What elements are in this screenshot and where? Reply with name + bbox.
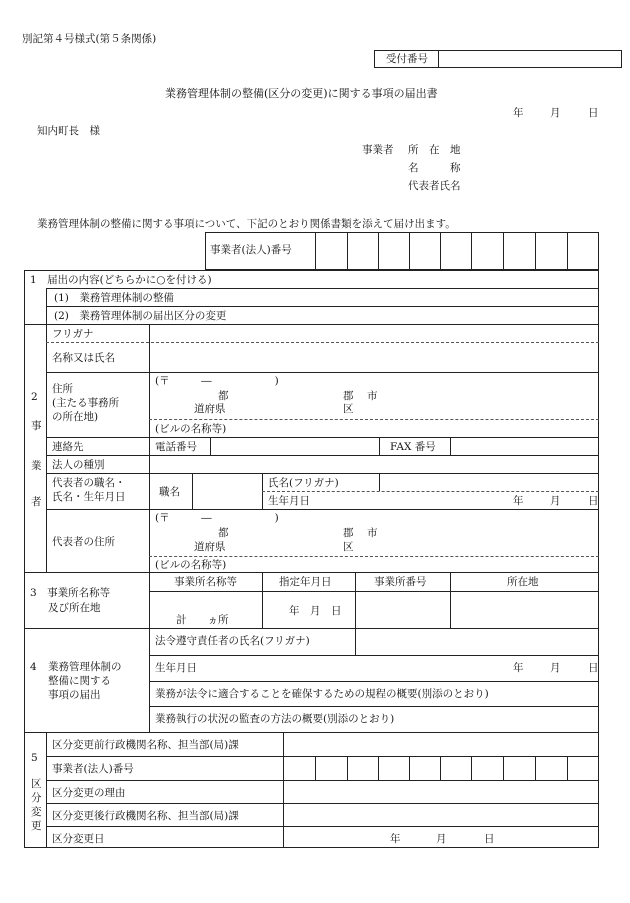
designation-date-header: 指定年月日 [279, 576, 332, 588]
form-number: 別記第４号様式(第５条関係) [22, 33, 157, 45]
compliance-officer-label: 法令遵守責任者の氏名(フリガナ) [155, 635, 310, 647]
address-to: 都 [218, 390, 229, 402]
office-name-header: 事業所名称等 [174, 576, 237, 588]
change-date-year: 年 [390, 833, 401, 845]
section5-number: 5 [31, 752, 38, 764]
intro-text: 業務管理体制の整備に関する事項について、下記のとおり関係書類を添えて届け出ます。 [37, 218, 456, 230]
corp-number-label: 事業者(法人)番号 [210, 244, 292, 256]
office-total: 計 ヵ所 [176, 614, 229, 626]
section5-label-char2: 分 [31, 792, 42, 804]
change-reason-label: 区分変更の理由 [52, 787, 126, 799]
section5-label-char4: 更 [31, 820, 42, 832]
section2-label-char3: 者 [31, 496, 42, 508]
rep-address-postal: (〒 ― ) [155, 512, 279, 524]
date-year: 年 [513, 107, 524, 119]
section4-label-line1: 業務管理体制の [48, 661, 122, 673]
address-label-line2: (主たる事務所 [52, 397, 120, 409]
change-date-label: 区分変更日 [52, 833, 105, 845]
section2-number: 2 [31, 391, 38, 403]
section4-label-line2: 整備に関する [48, 675, 111, 687]
name-label: 名称又は氏名 [52, 352, 115, 364]
rep-birth-month: 月 [550, 495, 561, 507]
rep-birth-year: 年 [513, 495, 524, 507]
date-month: 月 [550, 107, 561, 119]
rep-title-label: 職名 [159, 486, 180, 498]
change-date-month: 月 [436, 833, 447, 845]
address-ku: 区 [343, 403, 354, 415]
before-agency-label: 区分変更前行政機関名称、担当部(局)課 [52, 739, 239, 751]
audit-method-text: 業務執行の状況の監査の方法の概要(別添のとおり) [155, 713, 395, 725]
furigana-label: フリガナ [52, 328, 94, 340]
after-agency-label: 区分変更後行政機関名称、担当部(局)課 [52, 810, 239, 822]
address-gun: 郡 [343, 390, 354, 402]
rep-address-building: (ビルの名称等) [155, 559, 227, 571]
section4-number: 4 [30, 661, 37, 673]
applicant-label: 事業者 [362, 144, 394, 156]
section2-label-char2: 業 [31, 460, 42, 472]
compliance-birth-year: 年 [513, 662, 524, 674]
rep-name-furigana-label: 氏名(フリガナ) [268, 477, 339, 489]
address-postal: (〒 ― ) [155, 375, 279, 387]
rep-birth-label: 生年月日 [268, 495, 310, 507]
addressee: 知内町長 様 [37, 125, 100, 137]
corp-type-label: 法人の種別 [52, 459, 105, 471]
section5-label-char3: 変 [31, 806, 42, 818]
section5-corp-number-label: 事業者(法人)番号 [52, 763, 134, 775]
section3-label-line2: 及び所在地 [48, 602, 101, 614]
rep-address-dofuken: 道府県 [194, 541, 226, 553]
section3-label-line1: 3 事業所名称等 [30, 587, 111, 599]
section4-label-line3: 事項の届出 [48, 689, 101, 701]
applicant-name-label: 名 称 [408, 162, 461, 174]
phone-label: 電話番号 [155, 441, 197, 453]
section1-option2: (2) 業務管理体制の届出区分の変更 [54, 310, 227, 322]
address-shi: 市 [367, 390, 378, 402]
applicant-address-label: 所 在 地 [408, 144, 461, 156]
office-number-header: 事業所番号 [374, 576, 427, 588]
change-date-day: 日 [484, 833, 495, 845]
address-dofuken: 道府県 [194, 403, 226, 415]
address-label-line1: 住所 [52, 383, 73, 395]
section2-label-char1: 事 [31, 420, 42, 432]
section1-option1: (1) 業務管理体制の整備 [54, 292, 174, 304]
address-label-line3: の所在地) [52, 411, 99, 423]
date-day: 日 [588, 107, 599, 119]
applicant-rep-label: 代表者氏名 [408, 180, 461, 192]
compliance-birth-day: 日 [588, 662, 599, 674]
rep-birth-day: 日 [588, 495, 599, 507]
section5-label-char1: 区 [31, 778, 42, 790]
compliance-rules-text: 業務が法令に適合することを確保するための規程の概要(別添のとおり) [155, 688, 489, 700]
rep-address-shi: 市 [367, 527, 378, 539]
document-title: 業務管理体制の整備(区分の変更)に関する事項の届出書 [165, 87, 438, 100]
rep-label-line1: 代表者の職名・ [52, 477, 126, 489]
compliance-birth-month: 月 [550, 662, 561, 674]
rep-address-gun: 郡 [343, 527, 354, 539]
office-location-header: 所在地 [507, 576, 539, 588]
contact-label: 連絡先 [52, 441, 84, 453]
rep-address-label: 代表者の住所 [52, 536, 115, 548]
rep-label-line2: 氏名・生年月日 [52, 491, 126, 503]
rep-address-ku: 区 [343, 541, 354, 553]
fax-label: FAX 番号 [390, 441, 436, 453]
rep-address-to: 都 [218, 527, 229, 539]
section1-title: 1 届出の内容(どちらかに○を付ける) [30, 274, 212, 286]
compliance-birth-label: 生年月日 [155, 662, 197, 674]
receipt-number-label: 受付番号 [386, 53, 428, 65]
address-building: (ビルの名称等) [155, 423, 227, 435]
designation-ymd: 年 月 日 [289, 605, 342, 617]
